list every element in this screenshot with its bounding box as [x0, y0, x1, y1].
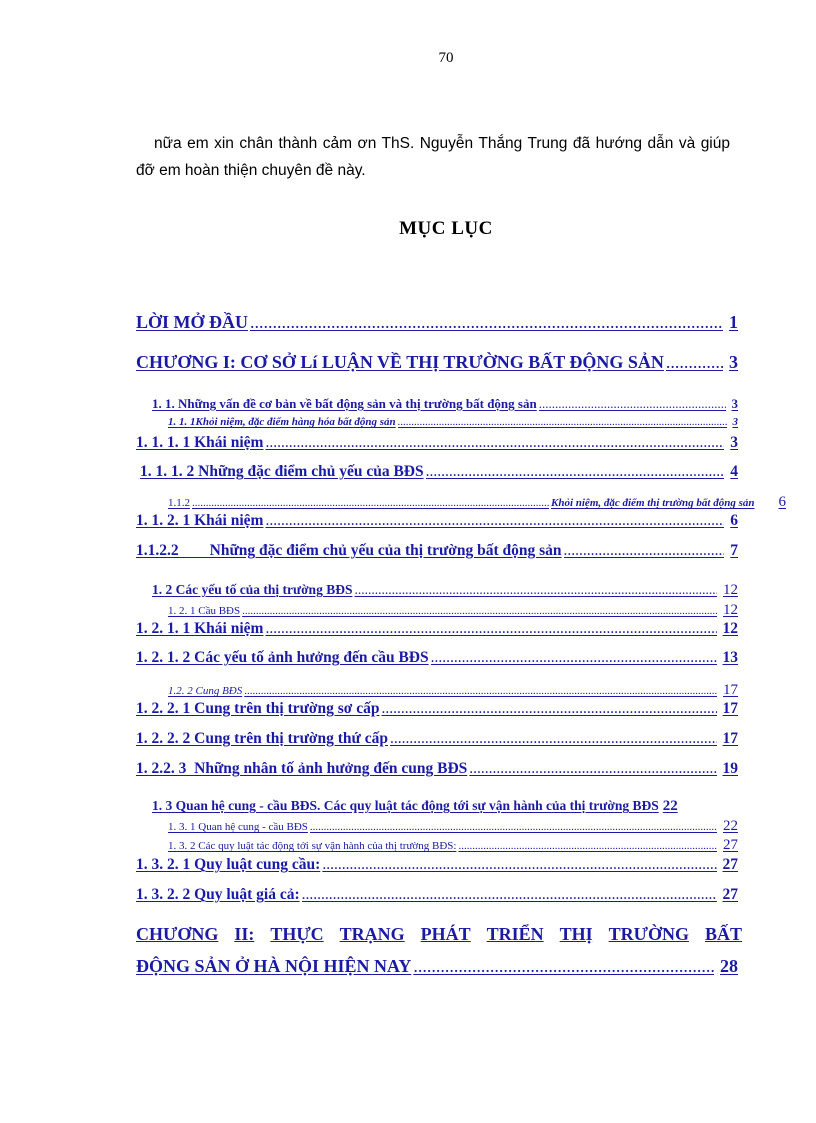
- toc-entry-1-1-1[interactable]: 1. 1. 1Khỏi niệm, đặc điểm hàng hóa bất động sản ..... 3: [168, 416, 738, 428]
- toc-entry-1-1-2-2[interactable]: 1.1.2.2 Những đặc điểm chủ yếu của thị trường bất động sản ..... 7: [136, 542, 738, 560]
- toc-page: 28: [720, 956, 738, 976]
- toc-page: 17: [722, 730, 738, 747]
- toc-entry-1-3-2-1[interactable]: 1. 3. 2. 1 Quy luật cung cầu: ..... 27: [136, 856, 738, 874]
- toc-page: 17: [723, 682, 738, 698]
- toc-entry-1-3[interactable]: 1. 3 Quan hệ cung - cầu BĐS. Các quy luật tác động tới sự vận hành của thị trường BĐS 22: [152, 798, 678, 814]
- toc-page: 17: [722, 700, 738, 717]
- toc-entry-1-1-2-1[interactable]: 1. 1. 2. 1 Khái niệm ..... 6: [136, 512, 738, 530]
- toc-entry-chapter-2-line-1[interactable]: CHƯƠNG II: THỰC TRẠNG PHÁT TRIỂN THỊ TRƯỜNG BẤT: [136, 924, 742, 944]
- toc-page: 3: [732, 416, 738, 428]
- toc-page: 6: [778, 494, 786, 510]
- toc-entry-1-1-1-1[interactable]: 1. 1. 1. 1 Khái niệm ..... 3: [136, 434, 738, 452]
- toc-entry-1-2[interactable]: 1. 2 Các yếu tố của thị trường BĐS ..... 12: [152, 582, 738, 599]
- toc-entry-1-1[interactable]: 1. 1. Những vấn đề cơ bản về bất động sản và thị trường bất động sản ..... 3: [152, 396, 738, 412]
- toc-entry-1-2-2-3[interactable]: 1. 2.2. 3 Những nhân tố ảnh hưởng đến cung BĐS ..... 19: [136, 760, 738, 778]
- toc-entry-1-1-1-2[interactable]: 1. 1. 1. 2 Những đặc điểm chủ yếu của BĐS ..... 4: [140, 463, 738, 481]
- page-number: 70: [438, 50, 454, 66]
- toc-title: MỤC LỤC: [399, 218, 493, 239]
- intro-paragraph: nữa em xin chân thành cảm ơn ThS. Nguyễn Thắng Trung đã hướng dẫn và giúp đỡ em hoàn thiện chuyên đề này.: [136, 135, 730, 179]
- toc-entry-1-3-2-2[interactable]: 1. 3. 2. 2 Quy luật giá cả: ..... 27: [136, 886, 738, 904]
- toc-entry-loi-mo-dau[interactable]: LỜI MỞ ĐẦU ..... 1: [136, 312, 738, 333]
- toc-entry-1-2-1-2[interactable]: 1. 2. 1. 2 Các yếu tố ảnh hưởng đến cầu BĐS ..... 13: [136, 649, 738, 667]
- toc-page: 6: [730, 512, 738, 529]
- toc-page: 7: [730, 542, 738, 559]
- toc-page: 27: [722, 886, 738, 903]
- toc-page: 27: [723, 837, 738, 853]
- toc-page: 3: [729, 352, 738, 372]
- toc-entry-1-2-2[interactable]: 1.2. 2 Cung BĐS ..... 17: [168, 682, 738, 699]
- toc-entry-1-2-1-1[interactable]: 1. 2. 1. 1 Khái niệm ..... 12: [136, 620, 738, 638]
- toc-page: 19: [722, 760, 738, 777]
- toc-entry-1-3-2[interactable]: 1. 3. 2 Các quy luật tác động tới sự vận hành của thị trường BĐS: ..... 27: [168, 837, 738, 854]
- toc-entry-chapter-2-line-2[interactable]: ĐỘNG SẢN Ở HÀ NỘI HIỆN NAY ..... 28: [136, 956, 738, 977]
- toc-page: 13: [722, 649, 738, 666]
- toc-page: 12: [723, 602, 738, 618]
- toc-page: 12: [723, 582, 738, 598]
- toc-entry-1-1-2[interactable]: 1.1.2 ..... Khỏi niệm, đặc điểm thị trường bất động sản 6: [168, 494, 786, 511]
- toc-entry-chapter-1[interactable]: CHƯƠNG I: CƠ SỞ Lí LUẬN VỀ THỊ TRƯỜNG BẤT ĐỘNG SẢN ..... 3: [136, 352, 738, 373]
- toc-page: 3: [730, 434, 738, 451]
- toc-page: 22: [662, 798, 678, 814]
- toc-page: 4: [730, 463, 738, 480]
- toc-entry-1-2-2-1[interactable]: 1. 2. 2. 1 Cung trên thị trường sơ cấp ..... 17: [136, 700, 738, 718]
- toc-entry-1-2-1[interactable]: 1. 2. 1 Cầu BĐS ..... 12: [168, 602, 738, 619]
- toc-page: 22: [723, 818, 738, 834]
- toc-page: 3: [731, 396, 738, 411]
- toc-entry-1-2-2-2[interactable]: 1. 2. 2. 2 Cung trên thị trường thứ cấp ..... 17: [136, 730, 738, 748]
- toc-page: 1: [729, 312, 738, 332]
- toc-entry-1-3-1[interactable]: 1. 3. 1 Quan hệ cung - cầu BĐS ..... 22: [168, 818, 738, 835]
- toc-page: 12: [722, 620, 738, 637]
- toc-page: 27: [722, 856, 738, 873]
